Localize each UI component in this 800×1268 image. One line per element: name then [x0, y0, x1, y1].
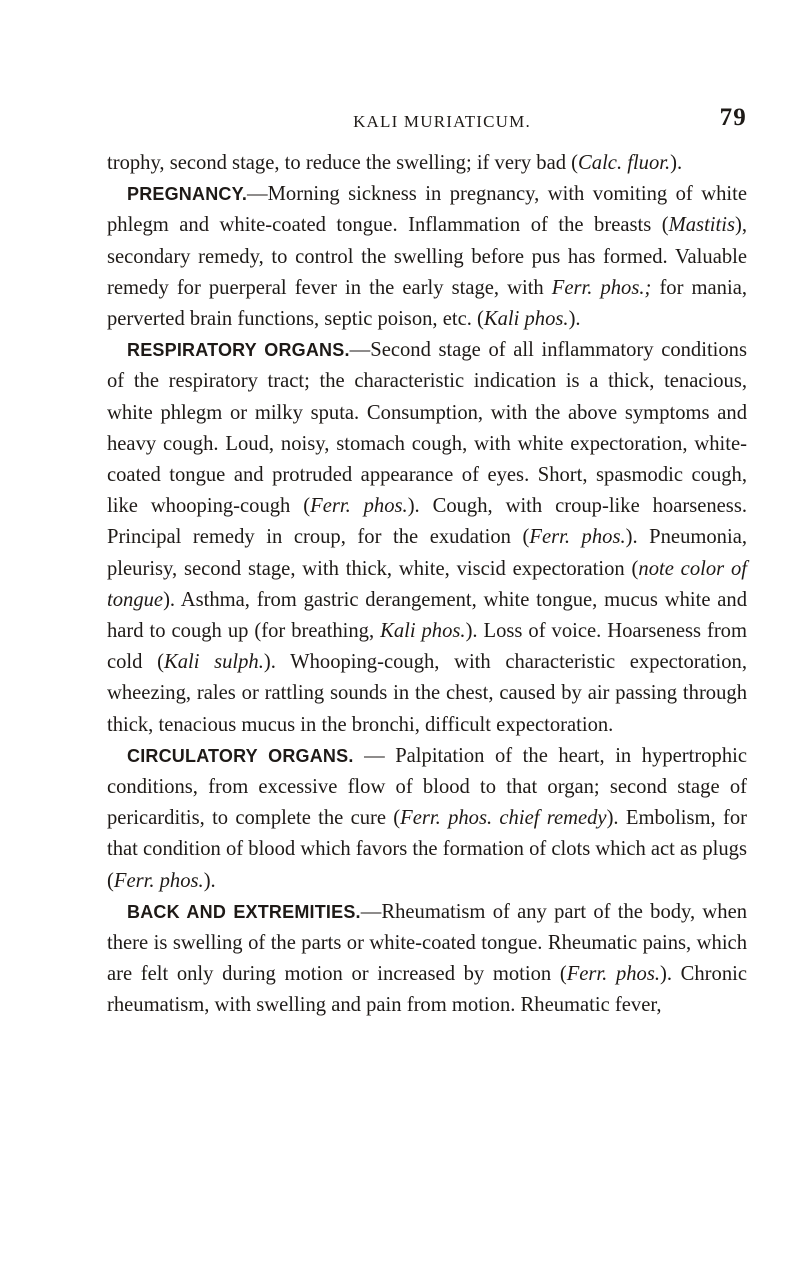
- remedy-reference: Calc. fluor.: [578, 152, 671, 174]
- text-run: —Rheumatism of any part of the body, when there is swelling of the parts or white-coated tongue. Rheumatic pains, which are felt only during motion or increased by motion (: [107, 900, 748, 986]
- text-run: ), secondary remedy, to control the swelling before pus has formed. Valuable remedy for puerperal fever in the early stage, with: [107, 214, 747, 299]
- paragraph-circulatory: [107, 741, 747, 897]
- italic-term: Mastitis: [668, 214, 735, 237]
- remedy-reference: Kali sulph.: [163, 651, 264, 674]
- text-run: ). Cough, with croup-like hoarseness. Principal remedy in croup, for the exudation (: [107, 495, 747, 549]
- paragraph-pregnancy: [107, 179, 747, 335]
- paragraph-continuation: [107, 148, 747, 179]
- book-page: [107, 104, 747, 1022]
- text-run: ). Asthma, from gastric derangement, white tongue, mucus white and hard to cough up (for breathing,: [107, 588, 747, 643]
- italic-note: note color of tongue: [107, 557, 747, 611]
- text-run: —Morning sickness in pregnancy, with vomiting of white phlegm and white-coated tongue. Inflammation of the breasts (: [107, 183, 747, 237]
- remedy-reference: Ferr. phos.;: [551, 276, 652, 299]
- remedy-reference: Ferr. phos.: [113, 869, 204, 892]
- remedy-reference: Ferr. phos.: [529, 526, 626, 549]
- text-run: ).: [568, 308, 581, 331]
- text-run: ). Loss of voice. Hoarseness from cold (: [107, 620, 747, 674]
- running-title: KALI MURIATICUM.: [353, 112, 531, 131]
- page-number: 79: [719, 104, 747, 131]
- text-run: ). Embolism, for that condition of blood which favors the formation of clots which act as plugs (: [107, 807, 747, 892]
- text-run: ). Chronic rheumatism, with swelling and pain from motion. Rheumatic fever,: [107, 963, 747, 1017]
- text-run: —Second stage of all inflammatory conditions of the respiratory tract; the characteristic indication is a thick, tenacious, white phlegm or milky sputa. Consumption, with the above symptoms and heavy cough. Loud, noisy, stomach cough, with white expectoration, white-coated tongue and protruded appearance of eyes. Short, spasmodic cough, like whooping-cough (: [107, 339, 747, 518]
- section-heading-pregnancy: PREGNANCY.: [127, 184, 248, 205]
- paragraph-respiratory: [107, 335, 747, 741]
- text-run: ).: [203, 869, 216, 892]
- section-heading-circulatory: CIRCULATORY ORGANS.: [127, 745, 354, 766]
- text-run: ). Whooping-cough, with characteristic expectoration, wheezing, rales or rattling sounds in the chest, caused by air passing through thick, tenacious mucus in the bronchi, difficult expectoration.: [107, 651, 747, 736]
- remedy-reference: Kali phos.: [483, 308, 569, 331]
- running-head: [107, 104, 747, 134]
- text-run: for mania, perverted brain functions, septic poison, etc. (: [107, 276, 747, 331]
- remedy-reference: Kali phos.: [380, 620, 466, 643]
- remedy-reference: Ferr. phos.: [310, 495, 408, 518]
- remedy-reference: Ferr. phos.: [566, 963, 661, 986]
- remedy-reference: Ferr. phos. chief remedy: [400, 807, 607, 830]
- text-run: trophy, second stage, to reduce the swelling; if very bad (: [107, 152, 579, 174]
- section-heading-respiratory: RESPIRATORY ORGANS.: [127, 340, 350, 361]
- paragraph-back-extremities: [107, 897, 747, 1022]
- text-run: — Palpitation of the heart, in hypertrophic conditions, from excessive flow of blood to that organ; second stage of pericarditis, to complete the cure (: [107, 744, 747, 830]
- section-heading-back-extremities: BACK AND EXTREMITIES.: [127, 901, 361, 922]
- text-run: ). Pneumonia, pleurisy, second stage, with thick, white, viscid expectoration (: [107, 526, 747, 580]
- text-run: ).: [670, 152, 683, 174]
